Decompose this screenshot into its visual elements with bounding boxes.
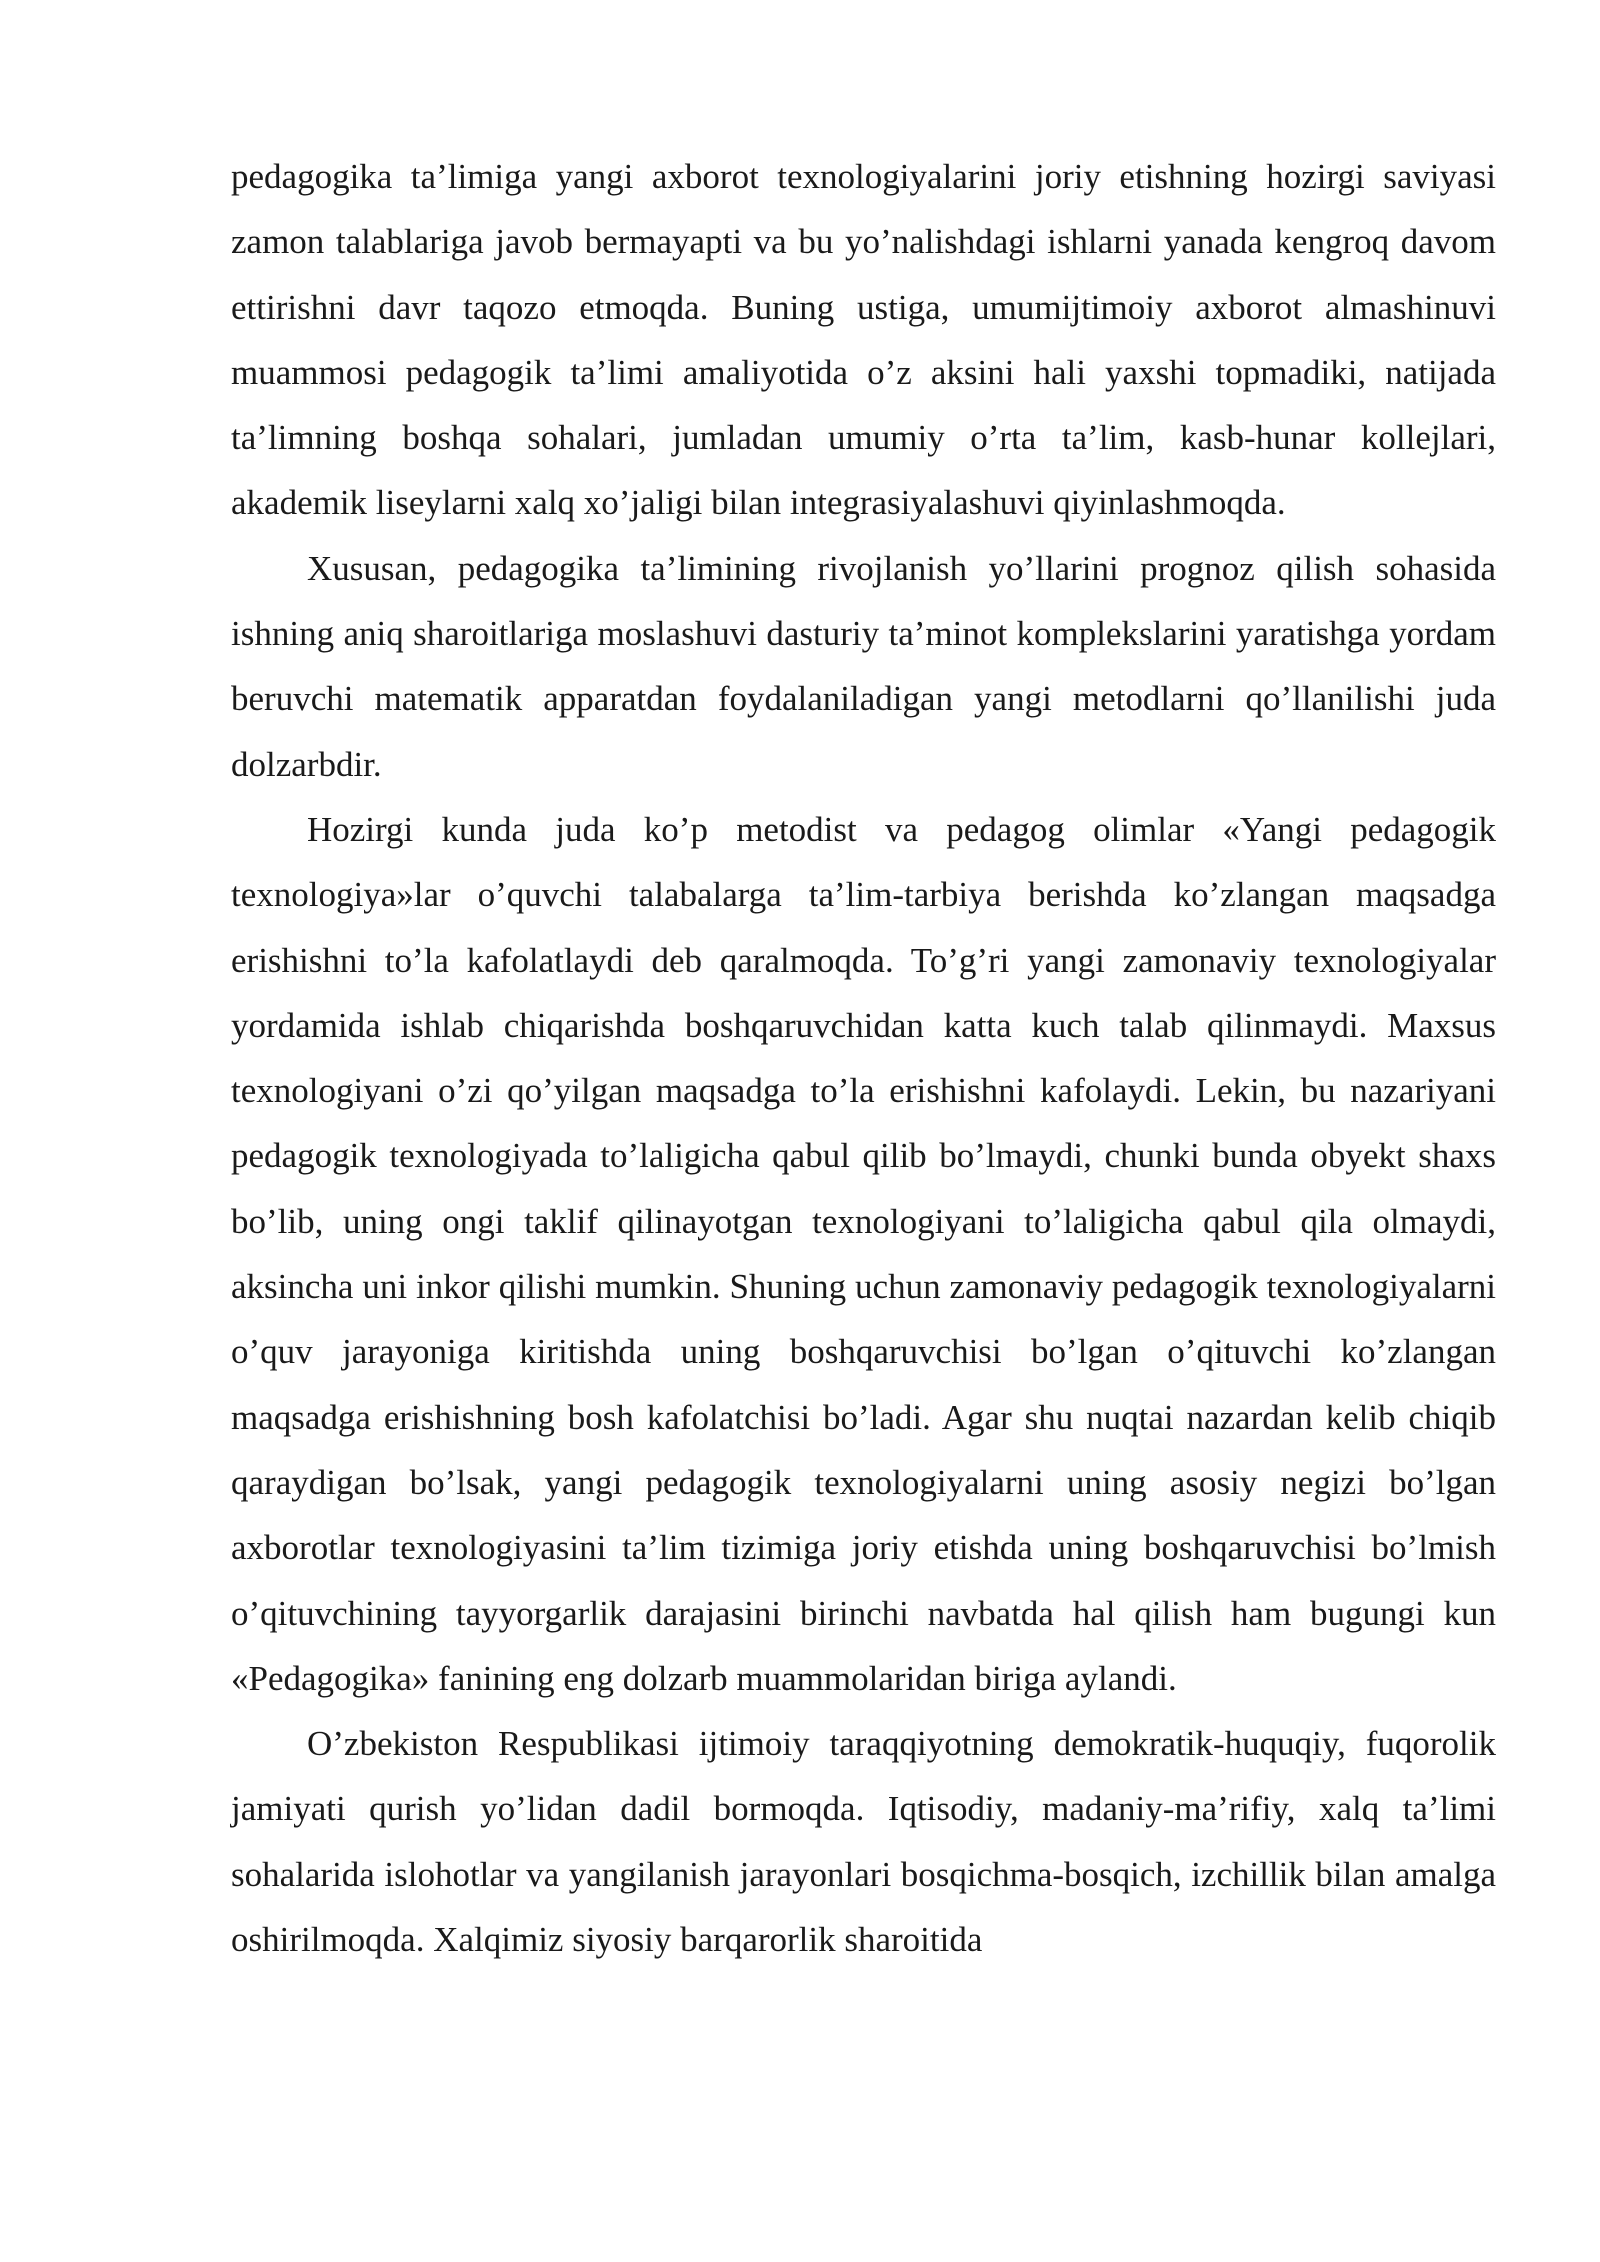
paragraph-continuation: pedagogika ta’limiga yangi axborot texnologiyalarini joriy etishning hozirgi saviyasi zamon talablariga javob bermayapti va bu yo’nalishdagi ishlarni yanada kengroq davom ettirishni davr taqozo etmoqda. Buning ustiga, umumijtimoiy axborot almashinuvi muammosi pedagogik ta’limi amaliyotida o’z aksini hali yaxshi topmadiki, natijada ta’limning boshqa sohalari, jumladan umumiy o’rta ta’lim, kasb-hunar kollejlari, akademik liseylarni xalq xo’jaligi bilan integrasiyalashuvi qiyinlashmoqda. xyxy=(231,157,1496,523)
paragraph-ozbekiston: O’zbekiston Respublikasi ijtimoiy taraqqiyotning demokratik-huquqiy, fuqorolik jamiyati qurish yo’lidan dadil bormoqda. Iqtisodiy, madaniy-ma’rifiy, xalq ta’limi sohalarida islohotlar va yangilanish jarayonlari bosqichma-bosqich, izchillik bilan amalga oshirilmoqda. Xalqimiz siyosiy barqarorlik sharoitida xyxy=(231,1724,1496,1960)
body-text xyxy=(231,144,1496,1972)
paragraph-xususan: Xususan, pedagogika ta’limining rivojlanish yo’llarini prognoz qilish sohasida ishning aniq sharoitlariga moslashuvi dasturiy ta’minot komplekslarini yaratishga yordam beruvchi matematik apparatdan foydalaniladigan yangi metodlarni qo’llanilishi juda dolzarbdir. xyxy=(231,548,1496,784)
paragraph-hozirgi-kunda: Hozirgi kunda juda ko’p metodist va pedagog olimlar «Yangi pedagogik texnologiya»lar o’quvchi talabalarga ta’lim-tarbiya berishda ko’zlangan maqsadga erishishni to’la kafolatlaydi deb qaralmoqda. To’g’ri yangi zamonaviy texnologiyalar yordamida ishlab chiqarishda boshqaruvchidan katta kuch talab qilinmaydi. Maxsus texnologiyani o’zi qo’yilgan maqsadga to’la erishishni kafolaydi. Lekin, bu nazariyani pedagogik texnologiyada to’laligicha qabul qilib bo’lmaydi, chunki bunda obyekt shaxs bo’lib, uning ongi taklif qilinayotgan texnologiyani to’laligicha qabul qila olmaydi, aksincha uni inkor qilishi mumkin. Shuning uchun zamonaviy pedagogik texnologiyalarni o’quv jarayoniga kiritishda uning boshqaruvchisi bo’lgan o’qituvchi ko’zlangan maqsadga erishishning bosh kafolatchisi bo’ladi. Agar shu nuqtai nazardan kelib chiqib qaraydigan bo’lsak, yangi pedagogik texnologiyalarni uning asosiy negizi bo’lgan axborotlar texnologiyasini ta’lim tizimiga joriy etishda uning boshqaruvchisi bo’lmish o’qituvchining tayyorgarlik darajasini birinchi navbatda hal qilish ham bugungi kun «Pedagogika» fanining eng dolzarb muammolaridan biriga aylandi. xyxy=(231,809,1496,1698)
